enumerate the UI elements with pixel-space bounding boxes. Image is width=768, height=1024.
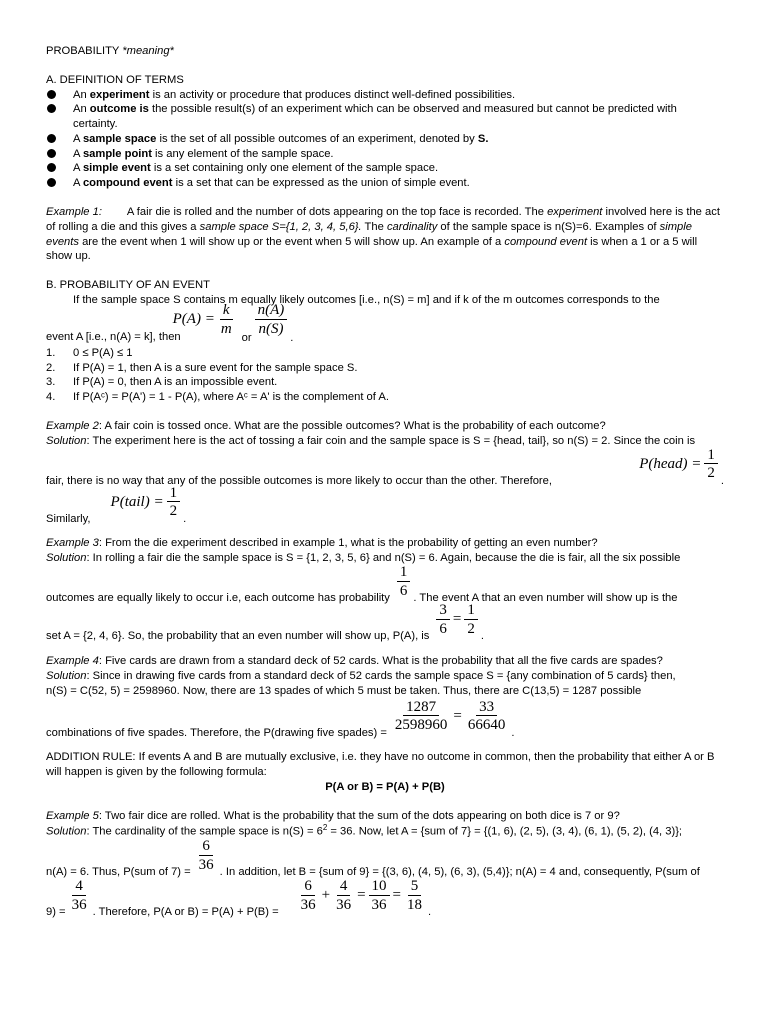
- example-5-answer-line: 9) = $\frac{4}{36}$ . Therefore, P(A or B) = P(A) + P(B) = $\frac{6}{36}$ + $\frac{4}{36}$ = $\frac{10}{36}$ = $\frac{5}{18}$ .: [46, 878, 432, 919]
- list-item: A sample point is any element of the sample space.: [46, 147, 724, 162]
- list-item: 4. If P(Aᶜ) = P(A') = 1 - P(A), where Aᶜ = A' is the complement of A.: [46, 391, 389, 404]
- bullet-icon: [47, 104, 56, 113]
- list-item: 1. 0 ≤ P(A) ≤ 1: [46, 346, 133, 359]
- bullet-icon: [47, 149, 56, 158]
- example-2-question: Example 2: A fair coin is tossed once. What are the possible outcomes? What is the probability of each outcome?: [46, 419, 606, 432]
- example-5-solution: Solution: The cardinality of the sample space is $n(S) = 6^2 = 36$. Now, let A = {sum of 7} = {(1, 6), (2, 5), (3, 4), (6, 1), (5, 2), (4, 3)};: [46, 823, 683, 839]
- bullet-icon: [47, 163, 56, 172]
- example-1: Example 1: A fair die is rolled and the number of dots appearing on the top face is recorded. The experiment involved here is the act of rolling a die and this gives a sample space S={1, 2, 3, 4, 5,6}. The cardinality of the sample space is n(S)=6. Examples of simple events are the event when 1 will show up or the event when 5 will show up. An example of a compound event is when a 1 or a 5 will show up.: [46, 206, 720, 263]
- definitions-list: [46, 88, 724, 191]
- list-item: 2. If P(A) = 1, then A is a sure event for the sample space S.: [46, 361, 358, 374]
- example-2-head-line: fair, there is no way that any of the possible outcomes is more likely to occur than the other. Therefore, P(head) = $\frac{1}{2}$ .: [46, 446, 724, 487]
- example-3-answer-line: set A = {2, 4, 6}. So, the probability that an even number will show up, P(A), is $\frac{3}{6}$ = $\frac{1}{2}$ .: [46, 602, 484, 643]
- example-4-solution-cont: n(S) = C(52, 5) = 2598960. Now, there are 13 spades of which 5 must be taken. Thus, there are C(13,5) = 1287 possible: [46, 684, 642, 697]
- document-page: [46, 44, 724, 920]
- bullet-icon: [47, 178, 56, 187]
- bullet-icon: [47, 90, 56, 99]
- page-title: PROBABILITY *meaning*: [46, 45, 174, 57]
- list-item: 3. If P(A) = 0, then A is an impossible event.: [46, 376, 278, 389]
- example-3-solution: Solution: In rolling a fair die the sample space is S = {1, 2, 3, 5, 6} and n(S) = 6. Again, because the die is fair, all the six possible: [46, 552, 681, 565]
- list-item: A sample space is the set of all possible outcomes of an experiment, denoted by S.: [46, 132, 724, 147]
- example-4-solution: Solution: Since in drawing five cards from a standard deck of 52 cards the sample space S = {any combination of 5 cards} then,: [46, 669, 676, 682]
- example-4-question: Example 4: Five cards are drawn from a standard deck of 52 cards. What is the probability that all the five cards are spades?: [46, 654, 663, 667]
- section-b-intro: If the sample space S contains m equally likely outcomes [i.e., n(S) = m] and if k of the m outcomes corresponds to the: [73, 293, 660, 306]
- addition-rule-formula: P(A or B) = P(A) + P(B): [325, 780, 445, 793]
- list-item: A compound event is a set that can be expressed as the union of simple event.: [46, 176, 724, 191]
- example-3-question: Example 3: From the die experiment described in example 1, what is the probability of getting an even number?: [46, 537, 598, 550]
- example-2-tail-line: Similarly, P(tail) = $\frac{1}{2}$ .: [46, 484, 187, 525]
- example-3-probability-line: outcomes are equally likely to occur i.e, each outcome has probability $\frac{1}{6}$ . The event A that an even number will show up is the: [46, 564, 678, 605]
- addition-rule: ADDITION RULE: If events A and B are mutually exclusive, i.e. they have no outcome in common, then the probability that either A or B will happen is given by the following formula:: [46, 751, 715, 779]
- probability-properties: [46, 346, 724, 405]
- example-5-sum7-line: n(A) = 6. Thus, P(sum of 7) = $\frac{6}{36}$ . In addition, let B = {sum of 9} = {(3, 6), (4, 5), (6, 3), (5,4)}; n(A) = 4 and, consequently, P(sum of: [46, 838, 700, 879]
- bullet-icon: [47, 134, 56, 143]
- list-item: A simple event is a set containing only one element of the sample space.: [46, 161, 724, 176]
- example-5-question: Example 5: Two fair dice are rolled. What is the probability that the sum of the dots appearing on both dice is 7 or 9?: [46, 809, 620, 822]
- example-4-answer-line: combinations of five spades. Therefore, the P(drawing five spades) = $\frac{1287}{2598960}$ = $\frac{33}{66640}$ .: [46, 698, 515, 739]
- section-b-heading: B. PROBABILITY OF AN EVENT: [46, 279, 210, 292]
- list-item: An experiment is an activity or procedure that produces distinct well-defined possibilities.: [46, 88, 724, 103]
- section-a-heading: A. DEFINITION OF TERMS: [46, 73, 184, 86]
- probability-formula: event A [i.e., n(A) = k], then P(A) = $\frac{k}{m}$ or $\frac{n(A)}{n(S)}$ .: [46, 302, 294, 344]
- list-item: An outcome is the possible result(s) of an experiment which can be observed and measured but cannot be predicted with certainty.: [46, 102, 724, 132]
- example-2-solution: Solution: The experiment here is the act of tossing a fair coin and the sample space is S = {head, tail}, so n(S) = 2. Since the coin is: [46, 434, 696, 447]
